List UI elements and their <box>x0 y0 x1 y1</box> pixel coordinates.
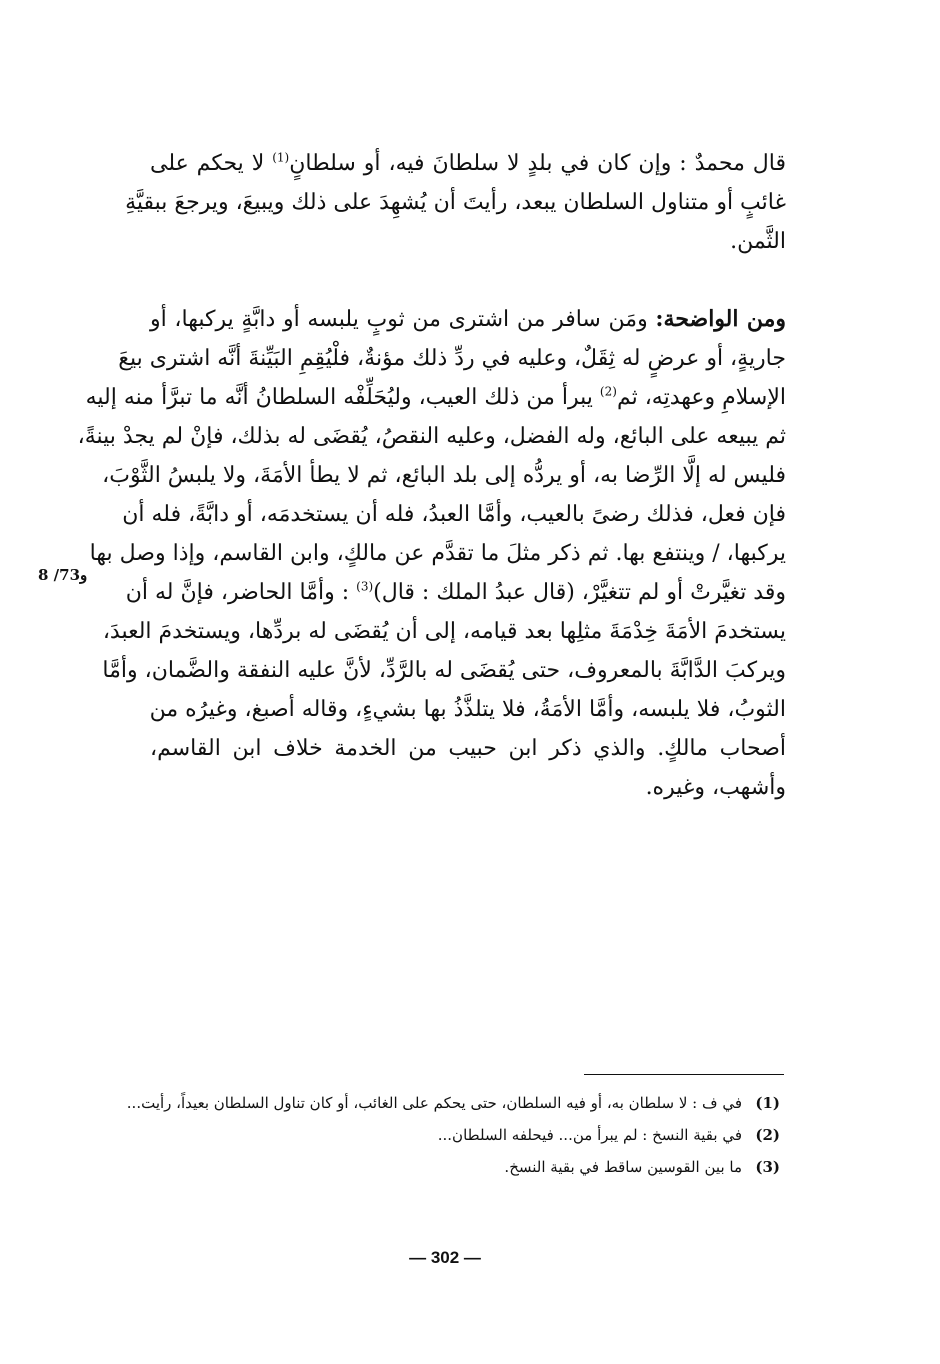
footnote-number: (2) <box>755 1126 780 1144</box>
manuscript-folio-note: 8 /73و <box>38 566 88 584</box>
text-line <box>150 144 786 183</box>
footnote-text: في بقية النسخ : لم يبرأ من... فيحلفه السلطان... <box>437 1126 742 1144</box>
footnote-text: ما بين القوسين ساقط في بقية النسخ. <box>504 1158 742 1176</box>
text-line: غائبٍ أو متناول السلطان يبعد، رأيتَ أن يُشهِدَ على ذلك ويبيعَ، ويرجعَ ببقيَّةِ <box>125 190 786 215</box>
text-segment: لا يحكم على <box>150 151 273 176</box>
text-line: يستخدمَ الأمَةَ خِدْمَةَ مثلِها بعد قيامه، إلى أن يُقضَى له بردِّها، ويستخدمَ العبدَ، <box>102 619 786 644</box>
text-segment: : وأمَّا الحاضر، فإنَّ له أن <box>125 580 357 605</box>
text-segment: يبرأ من ذلك العيب، وليُحَلِّفْه السلطانُ أنَّه ما تبرَّأ منه إليه <box>85 385 600 410</box>
text-line <box>85 378 786 417</box>
text-line: الثَّمن. <box>730 229 786 254</box>
footnote-number: (3) <box>755 1158 780 1176</box>
text-line: جاريةٍ، أو عرضٍ له ثِقَلٌ، وعليه في ردِّ ذلك مؤنةٌ، فلْيُقِمِ البَيِّنةَ أنَّه اشترى بيعَ <box>118 346 786 371</box>
section-lead: ومن الواضحة: <box>655 306 787 332</box>
text-line: الثوبُ، فلا يلبسه، وأمَّا الأمَةُ، فلا يتلذَّذُ بها بشيءٍ، وقاله أصبغ، وغيرُه من <box>149 697 786 722</box>
text-line: أصحاب مالكٍ. والذي ذكر ابن حبيب من الخدمة خلاف ابن القاسم، <box>150 736 786 761</box>
text-line: يركبها، / وينتفع بها. ثم ذكر مثلَ ما تقدَّم عن مالكٍ، وابن القاسم، وإذا وصل بها <box>89 541 786 566</box>
text-line <box>125 573 786 612</box>
footnote-item <box>120 1090 780 1116</box>
text-segment: وقد تغيَّرتْ أو لم تتغيَّرْ، (قال عبدُ الملك : قال) <box>373 580 786 605</box>
footnote-item <box>120 1122 780 1148</box>
text-segment: ومَن سافر من اشترى من ثوبٍ يلبسه أو دابَّةٍ يركبها، أو <box>150 307 656 332</box>
footnote-item <box>120 1154 780 1180</box>
text-line: ثم يبيعه على البائع، وله الفضل، وعليه النقصُ، يُقضَى له بذلك، فإنْ لم يجدْ بينةً، <box>77 424 786 449</box>
text-segment: قال محمدٌ : وإن كان في بلدٍ لا سلطانَ فيه، أو سلطانٍ <box>289 151 787 176</box>
paragraph-1 <box>125 144 787 261</box>
footnote-ref[interactable]: (3) <box>356 579 374 594</box>
footnote-ref[interactable]: (1) <box>272 150 290 165</box>
text-line <box>150 300 786 339</box>
text-line: فليس له إلَّا الرِّضا به، أو يردُّه إلى بلد البائع، ثم لا يطأ الأمَةَ، ولا يلبسُ الثَّوْبَ، <box>102 463 786 488</box>
page-number: — 302 — <box>409 1248 481 1267</box>
paragraph-2 <box>77 300 787 807</box>
footnote-number: (1) <box>755 1094 780 1112</box>
text-line: فإن فعل، فذلك رضىً بالعيب، وأمَّا العبدُ، فله أن يستخدمَه، أو دابَّةً، فله أن <box>122 502 786 527</box>
text-line: وأشهب، وغيره. <box>645 775 786 800</box>
footnote-text: في ف : لا سلطان به، أو فيه السلطان، حتى يحكم على الغائب، أو كان تناول السلطان بعيداً، رأيت... <box>126 1094 742 1112</box>
footnote-divider <box>584 1074 784 1075</box>
text-line: ويركبَ الدَّابَّةَ بالمعروف، حتى يُقضَى له بالرَّدِّ، لأنَّ عليه النفقة والضَّمان، وأمَّا <box>102 658 786 683</box>
footnotes <box>120 1090 780 1186</box>
text-segment: الإسلامِ وعهدتِه، ثم <box>616 385 786 410</box>
footnote-ref[interactable]: (2) <box>599 384 617 399</box>
